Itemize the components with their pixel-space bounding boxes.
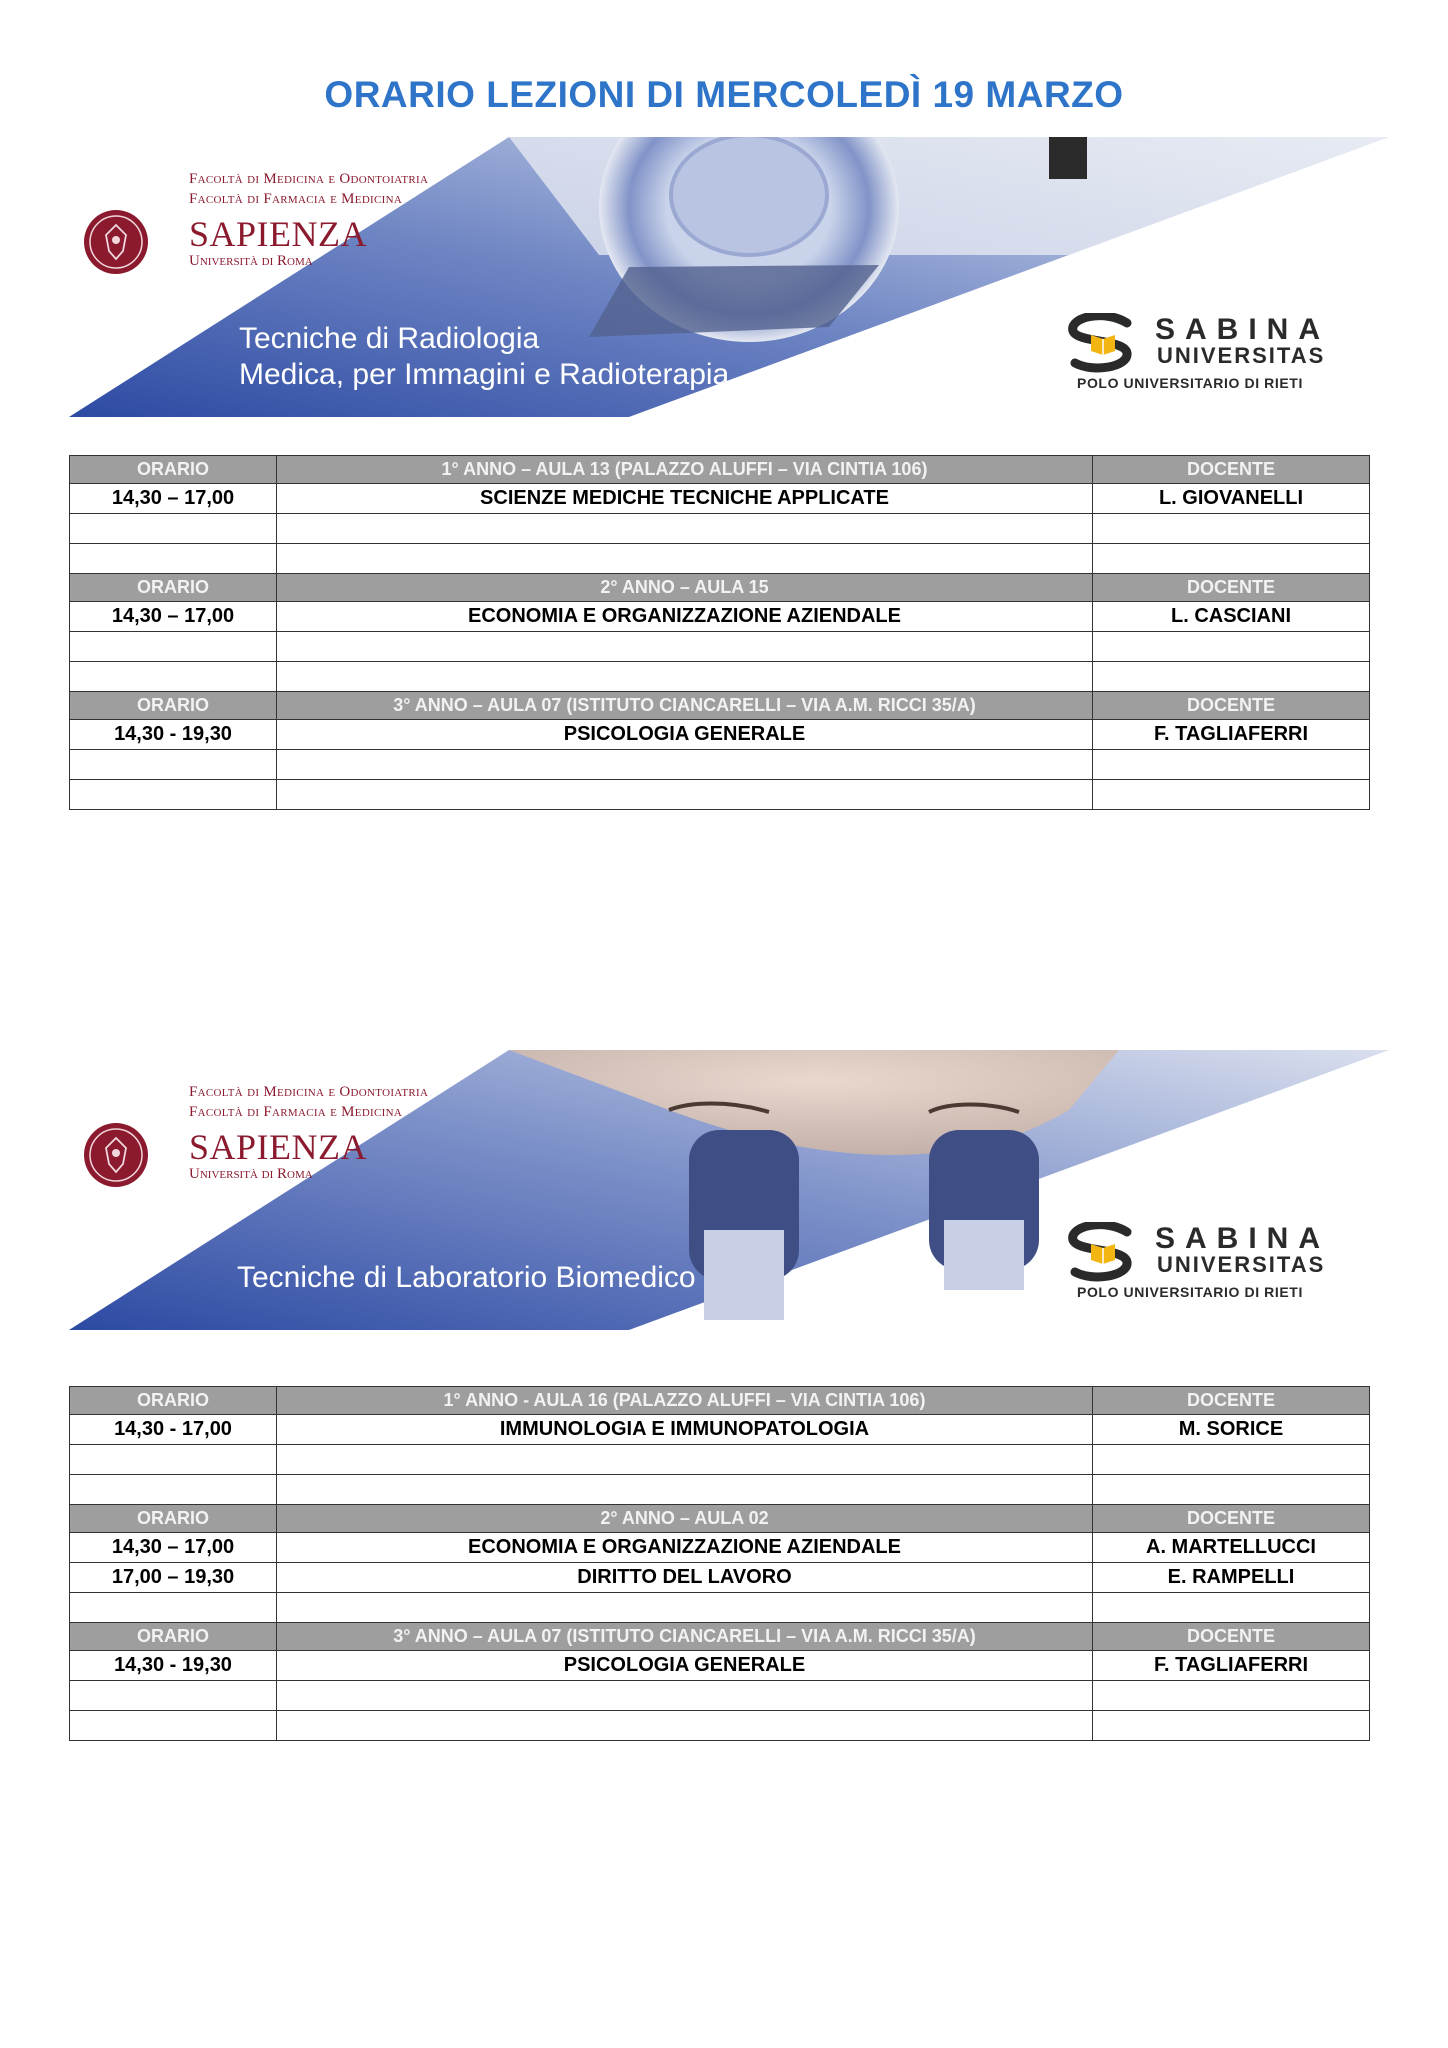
table-header-row bbox=[70, 692, 1370, 720]
faculty-line-2: Facoltà di Farmacia e Medicina bbox=[189, 1104, 403, 1120]
empty-cell bbox=[1093, 632, 1370, 662]
table-header-row bbox=[70, 1387, 1370, 1415]
lesson-subject: PSICOLOGIA GENERALE bbox=[277, 1651, 1093, 1681]
course-title bbox=[239, 321, 729, 393]
empty-cell bbox=[1093, 750, 1370, 780]
lesson-teacher: A. MARTELLUCCI bbox=[1093, 1533, 1370, 1563]
table-header-row bbox=[70, 574, 1370, 602]
table-row bbox=[70, 1563, 1370, 1593]
empty-cell bbox=[70, 1445, 277, 1475]
empty-cell bbox=[1093, 662, 1370, 692]
banner-laboratorio bbox=[69, 1050, 1389, 1330]
time-column-header: ORARIO bbox=[70, 1505, 277, 1533]
empty-cell bbox=[1093, 1445, 1370, 1475]
lesson-teacher: F. TAGLIAFERRI bbox=[1093, 1651, 1370, 1681]
table-row bbox=[70, 1533, 1370, 1563]
empty-row bbox=[70, 1445, 1370, 1475]
empty-cell bbox=[70, 662, 277, 692]
sapienza-subtitle: Università di Roma bbox=[189, 253, 313, 269]
lesson-time: 14,30 - 17,00 bbox=[70, 1415, 277, 1445]
table-row bbox=[70, 1415, 1370, 1445]
empty-cell bbox=[1093, 1593, 1370, 1623]
teacher-column-header: DOCENTE bbox=[1093, 1505, 1370, 1533]
course-title-line-2: Medica, per Immagini e Radioterapia bbox=[239, 358, 730, 391]
time-column-header: ORARIO bbox=[70, 1387, 277, 1415]
teacher-column-header: DOCENTE bbox=[1093, 456, 1370, 484]
time-column-header: ORARIO bbox=[70, 692, 277, 720]
sapienza-logo bbox=[83, 153, 503, 283]
empty-cell bbox=[277, 544, 1093, 574]
course-title bbox=[237, 1260, 696, 1296]
empty-row bbox=[70, 1475, 1370, 1505]
lesson-teacher: L. GIOVANELLI bbox=[1093, 484, 1370, 514]
faculty-line-1: Facoltà di Medicina e Odontoiatria bbox=[189, 1084, 429, 1100]
empty-cell bbox=[277, 514, 1093, 544]
empty-cell bbox=[1093, 514, 1370, 544]
empty-cell bbox=[70, 544, 277, 574]
lesson-time: 14,30 – 17,00 bbox=[70, 1533, 277, 1563]
table-header-row bbox=[70, 1623, 1370, 1651]
lesson-time: 14,30 - 19,30 bbox=[70, 1651, 277, 1681]
faculty-line-2: Facoltà di Farmacia e Medicina bbox=[189, 191, 403, 207]
lesson-time: 14,30 - 19,30 bbox=[70, 720, 277, 750]
empty-cell bbox=[1093, 1711, 1370, 1741]
empty-cell bbox=[277, 1593, 1093, 1623]
universitas-wordmark: UNIVERSITAS bbox=[1157, 343, 1326, 368]
table-row bbox=[70, 602, 1370, 632]
banner-radiologia bbox=[69, 137, 1389, 417]
polo-rieti-label: POLO UNIVERSITARIO DI RIETI bbox=[1077, 1284, 1303, 1300]
sabina-wordmark: SABINA bbox=[1155, 1222, 1331, 1255]
year-room-header: 3° ANNO – AULA 07 (ISTITUTO CIANCARELLI – VIA A.M. RICCI 35/A) bbox=[277, 692, 1093, 720]
faculty-line-1: Facoltà di Medicina e Odontoiatria bbox=[189, 171, 429, 187]
empty-row bbox=[70, 780, 1370, 810]
lesson-teacher: L. CASCIANI bbox=[1093, 602, 1370, 632]
table-row bbox=[70, 1651, 1370, 1681]
time-column-header: ORARIO bbox=[70, 456, 277, 484]
empty-cell bbox=[70, 750, 277, 780]
empty-row bbox=[70, 662, 1370, 692]
empty-cell bbox=[277, 632, 1093, 662]
universitas-wordmark: UNIVERSITAS bbox=[1157, 1252, 1326, 1277]
teacher-column-header: DOCENTE bbox=[1093, 1387, 1370, 1415]
sapienza-seal-icon bbox=[83, 1122, 149, 1188]
sabina-logo bbox=[1065, 313, 1365, 393]
empty-cell bbox=[277, 780, 1093, 810]
empty-cell bbox=[70, 632, 277, 662]
sapienza-seal-icon bbox=[83, 209, 149, 275]
empty-row bbox=[70, 632, 1370, 662]
year-room-header: 2° ANNO – AULA 02 bbox=[277, 1505, 1093, 1533]
empty-cell bbox=[1093, 780, 1370, 810]
empty-row bbox=[70, 514, 1370, 544]
polo-rieti-label: POLO UNIVERSITARIO DI RIETI bbox=[1077, 375, 1303, 391]
lesson-teacher: E. RAMPELLI bbox=[1093, 1563, 1370, 1593]
table-row bbox=[70, 484, 1370, 514]
empty-cell bbox=[1093, 1681, 1370, 1711]
lesson-time: 14,30 – 17,00 bbox=[70, 602, 277, 632]
page-title: ORARIO LEZIONI DI MERCOLEDÌ 19 MARZO bbox=[324, 74, 1124, 115]
table-header-row bbox=[70, 1505, 1370, 1533]
year-room-header: 2° ANNO – AULA 15 bbox=[277, 574, 1093, 602]
empty-cell bbox=[277, 662, 1093, 692]
lesson-time: 14,30 – 17,00 bbox=[70, 484, 277, 514]
lesson-subject: DIRITTO DEL LAVORO bbox=[277, 1563, 1093, 1593]
empty-row bbox=[70, 750, 1370, 780]
empty-cell bbox=[277, 750, 1093, 780]
sabina-book-icon bbox=[1065, 1222, 1141, 1284]
sapienza-logo bbox=[83, 1066, 503, 1196]
empty-cell bbox=[1093, 1475, 1370, 1505]
teacher-column-header: DOCENTE bbox=[1093, 574, 1370, 602]
schedule-table-radiologia bbox=[69, 455, 1370, 810]
lesson-teacher: F. TAGLIAFERRI bbox=[1093, 720, 1370, 750]
lesson-subject: PSICOLOGIA GENERALE bbox=[277, 720, 1093, 750]
year-room-header: 1° ANNO - AULA 16 (PALAZZO ALUFFI – VIA CINTIA 106) bbox=[277, 1387, 1093, 1415]
time-column-header: ORARIO bbox=[70, 574, 277, 602]
faculty-names bbox=[189, 169, 428, 209]
teacher-column-header: DOCENTE bbox=[1093, 692, 1370, 720]
lesson-subject: IMMUNOLOGIA E IMMUNOPATOLOGIA bbox=[277, 1415, 1093, 1445]
empty-cell bbox=[70, 1711, 277, 1741]
schedule-table-laboratorio bbox=[69, 1386, 1370, 1741]
sapienza-wordmark: SAPIENZA bbox=[189, 214, 368, 254]
teacher-column-header: DOCENTE bbox=[1093, 1623, 1370, 1651]
empty-cell bbox=[70, 1681, 277, 1711]
empty-cell bbox=[70, 514, 277, 544]
lesson-subject: ECONOMIA E ORGANIZZAZIONE AZIENDALE bbox=[277, 1533, 1093, 1563]
course-title-line-1: Tecniche di Laboratorio Biomedico bbox=[237, 1261, 696, 1294]
empty-cell bbox=[70, 1475, 277, 1505]
table-header-row bbox=[70, 456, 1370, 484]
sabina-logo bbox=[1065, 1222, 1365, 1302]
lesson-teacher: M. SORICE bbox=[1093, 1415, 1370, 1445]
lesson-time: 17,00 – 19,30 bbox=[70, 1563, 277, 1593]
lesson-subject: SCIENZE MEDICHE TECNICHE APPLICATE bbox=[277, 484, 1093, 514]
empty-cell bbox=[70, 1593, 277, 1623]
sabina-wordmark: SABINA bbox=[1155, 313, 1331, 346]
course-title-line-1: Tecniche di Radiologia bbox=[239, 322, 540, 355]
empty-cell bbox=[1093, 544, 1370, 574]
empty-cell bbox=[277, 1445, 1093, 1475]
year-room-header: 1° ANNO – AULA 13 (PALAZZO ALUFFI – VIA CINTIA 106) bbox=[277, 456, 1093, 484]
empty-cell bbox=[277, 1681, 1093, 1711]
sapienza-wordmark: SAPIENZA bbox=[189, 1127, 368, 1167]
empty-row bbox=[70, 1593, 1370, 1623]
empty-row bbox=[70, 544, 1370, 574]
faculty-names bbox=[189, 1082, 428, 1122]
empty-row bbox=[70, 1711, 1370, 1741]
table-row bbox=[70, 720, 1370, 750]
empty-row bbox=[70, 1681, 1370, 1711]
empty-cell bbox=[277, 1475, 1093, 1505]
sabina-book-icon bbox=[1065, 313, 1141, 375]
year-room-header: 3° ANNO – AULA 07 (ISTITUTO CIANCARELLI – VIA A.M. RICCI 35/A) bbox=[277, 1623, 1093, 1651]
sapienza-subtitle: Università di Roma bbox=[189, 1166, 313, 1182]
lesson-subject: ECONOMIA E ORGANIZZAZIONE AZIENDALE bbox=[277, 602, 1093, 632]
empty-cell bbox=[70, 780, 277, 810]
time-column-header: ORARIO bbox=[70, 1623, 277, 1651]
empty-cell bbox=[277, 1711, 1093, 1741]
